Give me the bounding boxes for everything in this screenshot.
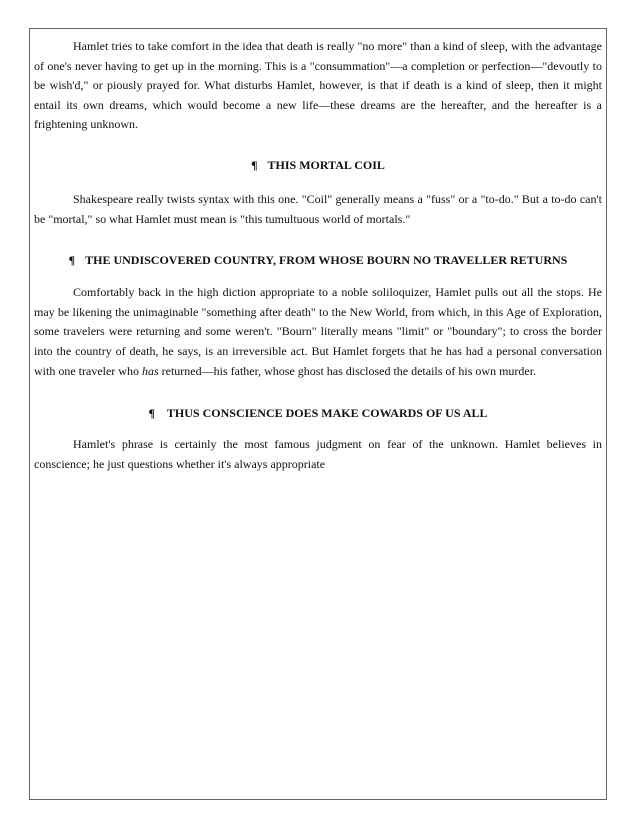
pilcrow-mark: ¶ [251, 157, 258, 172]
heading-text: THUS CONSCIENCE DOES MAKE COWARDS OF US ALL [166, 406, 488, 421]
paragraph-text-part: returned—his father, whose ghost has disclosed the details of his own murder. [158, 363, 537, 378]
document-page [29, 28, 607, 800]
pilcrow-mark: ¶ [68, 253, 76, 268]
heading-undiscovered-country [34, 252, 602, 268]
document-content [34, 37, 602, 474]
emphasis-has: has [141, 363, 159, 378]
paragraph-conscience: Hamlet's phrase is certainly the most famous judgment on fear of the unknown. Hamlet believes in conscience; he just questions whether it's always appropriate [34, 437, 602, 471]
paragraph-mortal-coil: Shakespeare really twists syntax with this one. "Coil" generally means a "fuss" or a "to-do." But a to-do can't be "mortal," so what Hamlet must mean is "this tumultuous world of mortals." [34, 191, 602, 226]
paragraph-undiscovered-country [34, 283, 602, 381]
heading-conscience-cowards [34, 405, 602, 421]
heading-this-mortal-coil [34, 157, 602, 173]
paragraph-death-as-sleep: Hamlet tries to take comfort in the idea that death is really "no more" than a kind of sleep, with the advantage of one's never having to get up in the morning. This is a "consummation"—a completion or perfection—"devoutly to be wish'd," or piously prayed for. What disturbs Hamlet, however, is that if death is a kind of sleep, then it might entail its own dreams, which would become a new life—these dreams are the hereafter, and the hereafter is a frightening unknown. [34, 39, 602, 132]
pilcrow-mark: ¶ [148, 406, 155, 421]
paragraph-text-part: Comfortably back in the high diction appropriate to a noble soliloquizer, Hamlet pulls out all the stops. He may be likening the unimaginable "something after death" to the New World, from which, in this Age of Exploration, some travelers were returning and some weren't. "Bourn" literally means "limit" or "boundary"; to cross the border into the country of death, he says, is an irreversible act. But Hamlet forgets that he has had a personal conversation with one traveler who [34, 285, 602, 378]
heading-text: THIS MORTAL COIL [267, 157, 385, 172]
heading-text: THE UNDISCOVERED COUNTRY, FROM WHOSE BOURN NO TRAVELLER RETURNS [85, 253, 568, 268]
